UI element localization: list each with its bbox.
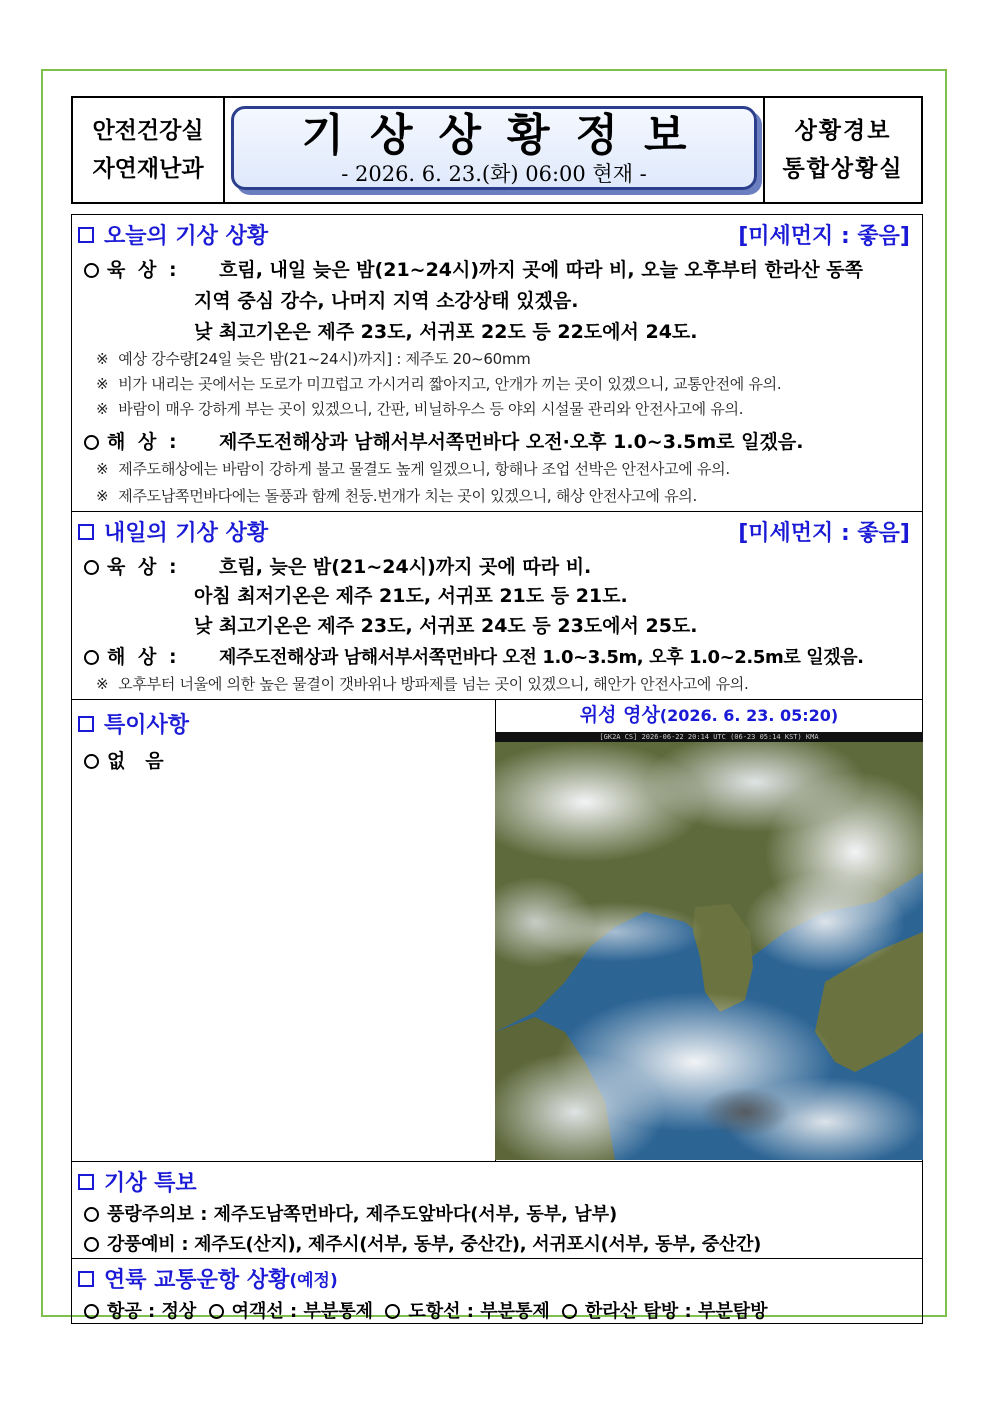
satellite-image <box>495 732 923 1160</box>
checkbox-icon <box>78 716 94 732</box>
today-sea-note-1 <box>96 458 730 479</box>
traffic-section <box>71 1258 923 1324</box>
today-land-line-1 <box>84 255 863 282</box>
today-sea-text: 제주도전해상과 남해서부서쪽먼바다 오전·오후 1.0~3.5m로 일겠음. <box>219 431 804 453</box>
traffic-hallasan: 한라산 탐방 : 부분탐방 <box>585 1301 768 1322</box>
tomorrow-sea-line <box>84 642 864 669</box>
note-text: 오후부터 너울에 의한 높은 물결이 갯바위나 방파제를 넘는 곳이 있겠으니, 해안가 안전사고에 유의. <box>118 675 749 693</box>
reference-mark-icon: ※ <box>96 460 109 478</box>
reference-mark-icon: ※ <box>96 375 109 393</box>
reference-mark-icon: ※ <box>96 400 109 418</box>
today-title <box>78 219 268 250</box>
page-title: 기상상황정보 <box>301 110 713 161</box>
note-text: 제주도남쪽먼바다에는 돌풍과 함께 천둥.번개가 치는 곳이 있겠으니, 해상 안전사고에 유의. <box>118 487 697 505</box>
special-item-text: 없 음 <box>107 750 164 772</box>
tomorrow-land-line-1 <box>84 552 591 579</box>
note-text: 바람이 매우 강하게 부는 곳이 있겠으니, 간판, 비닐하우스 등 야외 시설물 관리와 안전사고에 유의. <box>118 400 744 418</box>
tomorrow-title-text: 내일의 기상 상황 <box>104 521 269 546</box>
sea-label: 해 상 : <box>107 646 180 668</box>
issuer-line-1: 안전건강실 <box>92 118 204 144</box>
satellite-info-bar: [GK2A CS] 2026-06-22 20:14 UTC (06-23 05:14 KST) KMA <box>495 732 923 742</box>
checkbox-icon <box>78 1174 94 1190</box>
circle-bullet-icon <box>84 560 99 575</box>
today-land-line-3: 낮 최고기온은 제주 23도, 서귀포 22도 등 22도에서 24도. <box>194 321 698 343</box>
tomorrow-land-line-3: 낮 최고기온은 제주 23도, 서귀포 24도 등 23도에서 25도. <box>194 615 698 637</box>
satellite-title: 위성 영상 <box>579 704 660 726</box>
sea-label: 해 상 : <box>107 431 180 453</box>
special-section <box>71 699 496 1162</box>
today-section <box>71 214 923 512</box>
warning-item-1 <box>84 1200 617 1226</box>
circle-bullet-icon <box>562 1304 577 1319</box>
circle-bullet-icon <box>84 1304 99 1319</box>
title-box <box>231 106 757 190</box>
special-item <box>84 746 164 773</box>
reference-mark-icon: ※ <box>96 675 109 693</box>
checkbox-icon <box>78 227 94 243</box>
circle-bullet-icon <box>84 754 99 769</box>
warnings-title-text: 기상 특보 <box>104 1171 197 1196</box>
note-text: 제주도해상에는 바람이 강하게 불고 물결도 높게 일겠으니, 항해나 조업 선박은 안전사고에 유의. <box>118 460 730 478</box>
tomorrow-land-line-2: 아침 최저기온은 제주 21도, 서귀포 21도 등 21도. <box>194 585 628 607</box>
traffic-air: 항공 : 정상 <box>107 1301 197 1322</box>
reference-mark-icon: ※ <box>96 350 109 368</box>
warnings-section <box>71 1161 923 1259</box>
checkbox-icon <box>78 524 94 540</box>
tomorrow-sea-text: 제주도전해상과 남해서부서쪽먼바다 오전 1.0~3.5m, 오후 1.0~2.5m로 일겠음. <box>219 647 864 668</box>
traffic-status-row <box>84 1297 768 1323</box>
situation-room <box>763 98 921 202</box>
traffic-title <box>78 1263 338 1294</box>
today-land-note-2 <box>96 373 781 394</box>
tomorrow-title <box>78 516 268 547</box>
today-land-line-2: 지역 중심 강수, 나머지 지역 소강상태 있겠음. <box>194 290 579 312</box>
circle-bullet-icon <box>84 435 99 450</box>
today-land-note-3 <box>96 398 743 419</box>
traffic-title-text: 연륙 교통운항 상황 <box>104 1268 290 1293</box>
today-dust-badge: [미세먼지 : 좋음] <box>738 224 910 249</box>
satellite-caption <box>495 700 923 727</box>
warning-item-text: 풍랑주의보 : 제주도남쪽먼바다, 제주도앞바다(서부, 동부, 남부) <box>107 1204 618 1225</box>
traffic-title-suffix: (예정) <box>289 1271 338 1291</box>
tomorrow-land-text-1: 흐림, 늦은 밤(21~24시)까지 곳에 따라 비. <box>219 556 592 578</box>
circle-bullet-icon <box>385 1304 400 1319</box>
issuer-line-2: 자연재난과 <box>92 156 204 182</box>
satellite-map-graphic <box>495 732 923 1160</box>
room-line-2: 통합상황실 <box>782 156 904 182</box>
land-label: 육 상 : <box>107 259 180 281</box>
circle-bullet-icon <box>84 263 99 278</box>
circle-bullet-icon <box>84 650 99 665</box>
today-sea-line <box>84 427 803 454</box>
traffic-island-ferry: 도항선 : 부분통제 <box>408 1301 550 1322</box>
tomorrow-dust-badge: [미세먼지 : 좋음] <box>738 521 910 546</box>
circle-bullet-icon <box>209 1304 224 1319</box>
circle-bullet-icon <box>84 1207 99 1222</box>
today-land-text-1: 흐림, 내일 늦은 밤(21~24시)까지 곳에 따라 비, 오늘 오후부터 한라산 동쪽 <box>219 259 863 281</box>
note-text: 비가 내리는 곳에서는 도로가 미끄럽고 가시거리 짧아지고, 안개가 끼는 곳이 있겠으니, 교통안전에 유의. <box>118 375 782 393</box>
document-header <box>71 96 923 204</box>
today-sea-note-2 <box>96 485 697 506</box>
room-line-1: 상황경보 <box>794 118 892 144</box>
today-title-text: 오늘의 기상 상황 <box>104 224 269 249</box>
circle-bullet-icon <box>84 1237 99 1252</box>
special-title-text: 특이사항 <box>104 713 190 738</box>
checkbox-icon <box>78 1271 94 1287</box>
warning-item-text: 강풍예비 : 제주도(산지), 제주시(서부, 동부, 중산간), 서귀포시(서부, 동부, 중산간) <box>107 1234 762 1255</box>
tomorrow-sea-note-1 <box>96 673 748 694</box>
report-datetime: - 2026. 6. 23.(화) 06:00 현재 - <box>341 162 647 186</box>
today-land-note-1 <box>96 348 531 369</box>
warning-item-2 <box>84 1230 761 1256</box>
satellite-time: (2026. 6. 23. 05:20) <box>659 706 839 725</box>
tomorrow-section <box>71 511 923 700</box>
issuer-department <box>73 98 225 202</box>
reference-mark-icon: ※ <box>96 487 109 505</box>
land-label: 육 상 : <box>107 556 180 578</box>
traffic-ferry: 여객선 : 부분통제 <box>231 1301 374 1322</box>
warnings-title <box>78 1166 197 1197</box>
special-title <box>78 708 189 739</box>
note-text: 예상 강수량[24일 늦은 밤(21~24시)까지] : 제주도 20~60mm <box>118 350 531 368</box>
